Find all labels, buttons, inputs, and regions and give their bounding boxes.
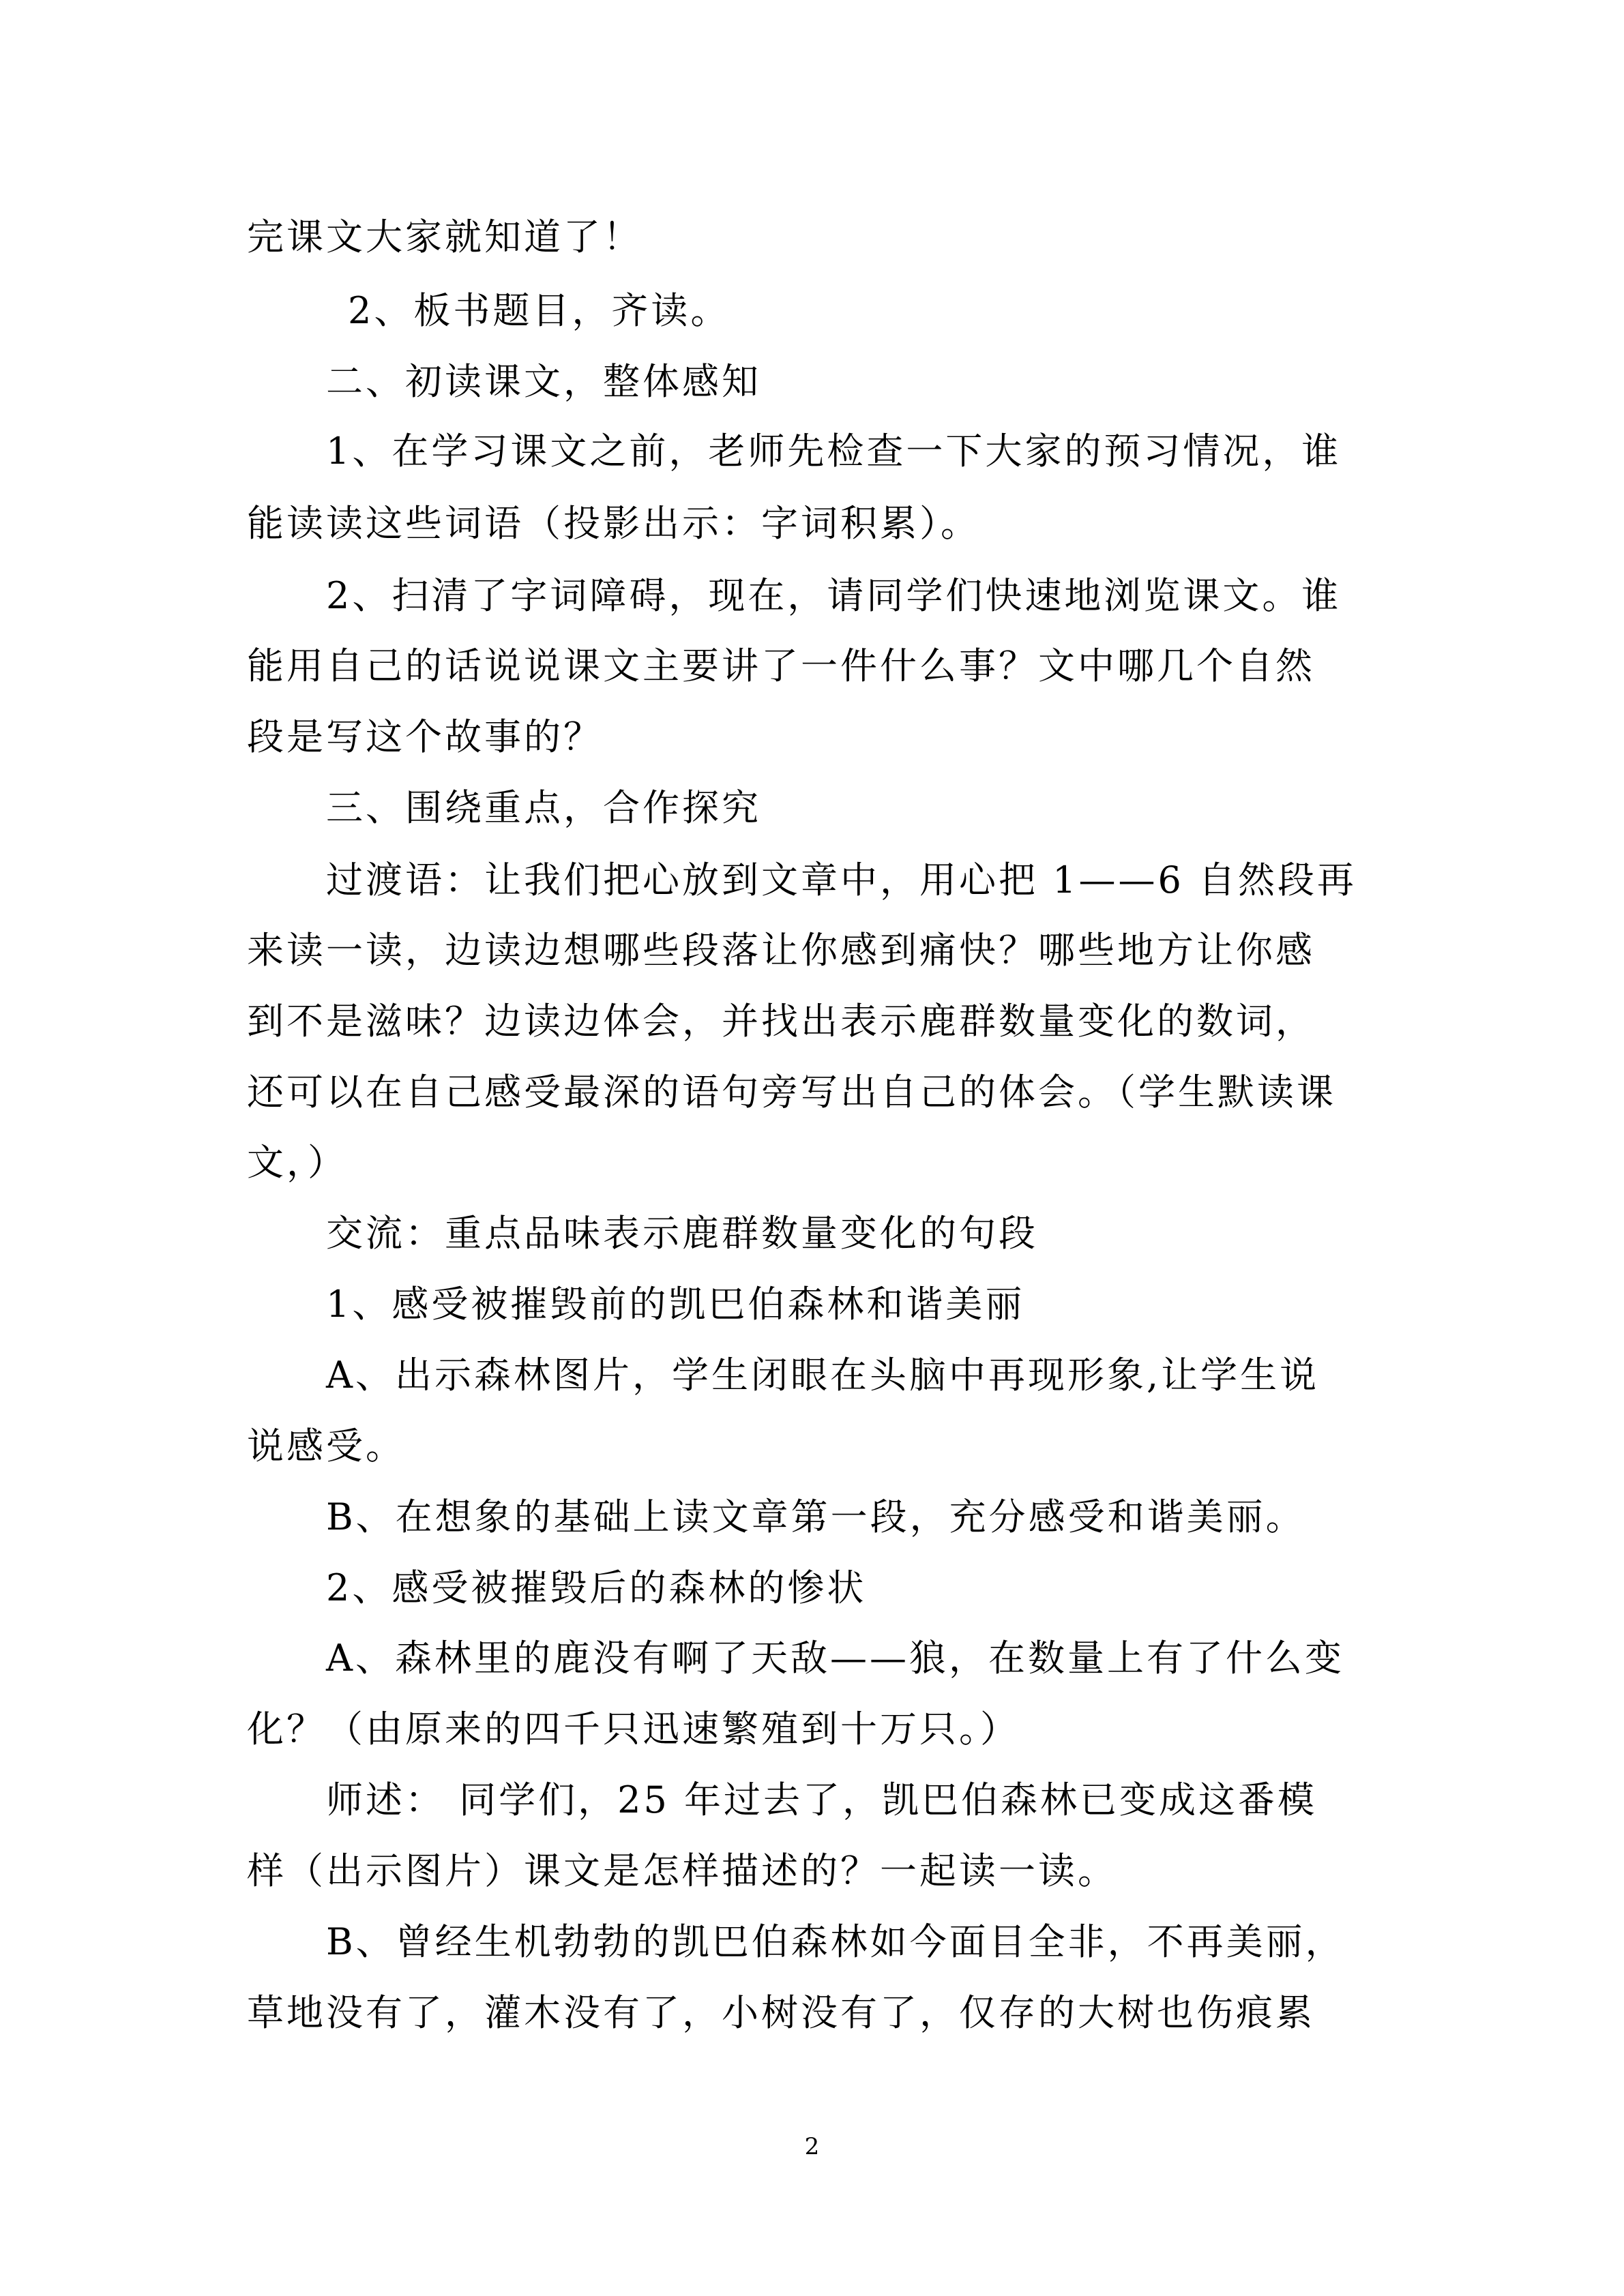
text-line: 2、感受被摧毁后的森林的惨状 [326, 1566, 867, 1609]
text-line: A、森林里的鹿没有啊了天敌——狼，在数量上有了什么变 [326, 1637, 1344, 1680]
text-line: 交流：重点品味表示鹿群数量变化的句段 [326, 1212, 1038, 1255]
text-line: 草地没有了，灌木没有了，小树没有了，仅存的大树也伤痕累 [247, 1991, 1315, 2034]
section-heading: 三、围绕重点，合作探究 [326, 786, 761, 829]
text-line: 1、感受被摧毁前的凯巴伯森林和谐美丽 [326, 1283, 1025, 1326]
text-line: B、在想象的基础上读文章第一段，充分感受和谐美丽。 [326, 1495, 1305, 1538]
section-heading: 二、初读课文，整体感知 [326, 360, 761, 403]
text-line: 化？（由原来的四千只迅速繁殖到十万只。） [247, 1708, 1020, 1750]
text-line: 段是写这个故事的？ [247, 715, 603, 758]
text-line: 师述： 同学们，25 年过去了，凯巴伯森林已变成这番模 [326, 1778, 1318, 1821]
text-line: 说感受。 [247, 1425, 405, 1467]
text-line: 到不是滋味？边读边体会，并找出表示鹿群数量变化的数词， [247, 1000, 1315, 1043]
text-line: 样（出示图片）课文是怎样描述的？一起读一读。 [247, 1849, 1117, 1892]
text-line: 1、在学习课文之前，老师先检查一下大家的预习情况，谁 [326, 430, 1342, 473]
text-line: A、出示森林图片，学生闭眼在头脑中再现形象,让学生说 [326, 1354, 1320, 1397]
text-line: B、曾经生机勃勃的凯巴伯森林如今面目全非，不再美丽， [326, 1920, 1345, 1963]
text-line: 还可以在自己感受最深的语句旁写出自己的体会。（学生默读课 [247, 1071, 1336, 1114]
text-line: 2、扫清了字词障碍，现在，请同学们快速地浏览课文。谁 [326, 574, 1342, 617]
text-line: 2、板书题目，齐读。 [348, 289, 730, 332]
text-line: 完课文大家就知道了！ [247, 215, 643, 258]
text-line: 文，） [247, 1141, 347, 1184]
text-line: 来读一读，边读边想哪些段落让你感到痛快？哪些地方让你感 [247, 929, 1315, 972]
text-line: 过渡语：让我们把心放到文章中，用心把 1——6 自然段再 [326, 859, 1357, 901]
text-line: 能读读这些词语（投影出示：字词积累）。 [247, 502, 980, 545]
page-number: 2 [804, 2133, 820, 2160]
text-line: 能用自己的话说说课文主要讲了一件什么事？文中哪几个自然 [247, 644, 1315, 687]
